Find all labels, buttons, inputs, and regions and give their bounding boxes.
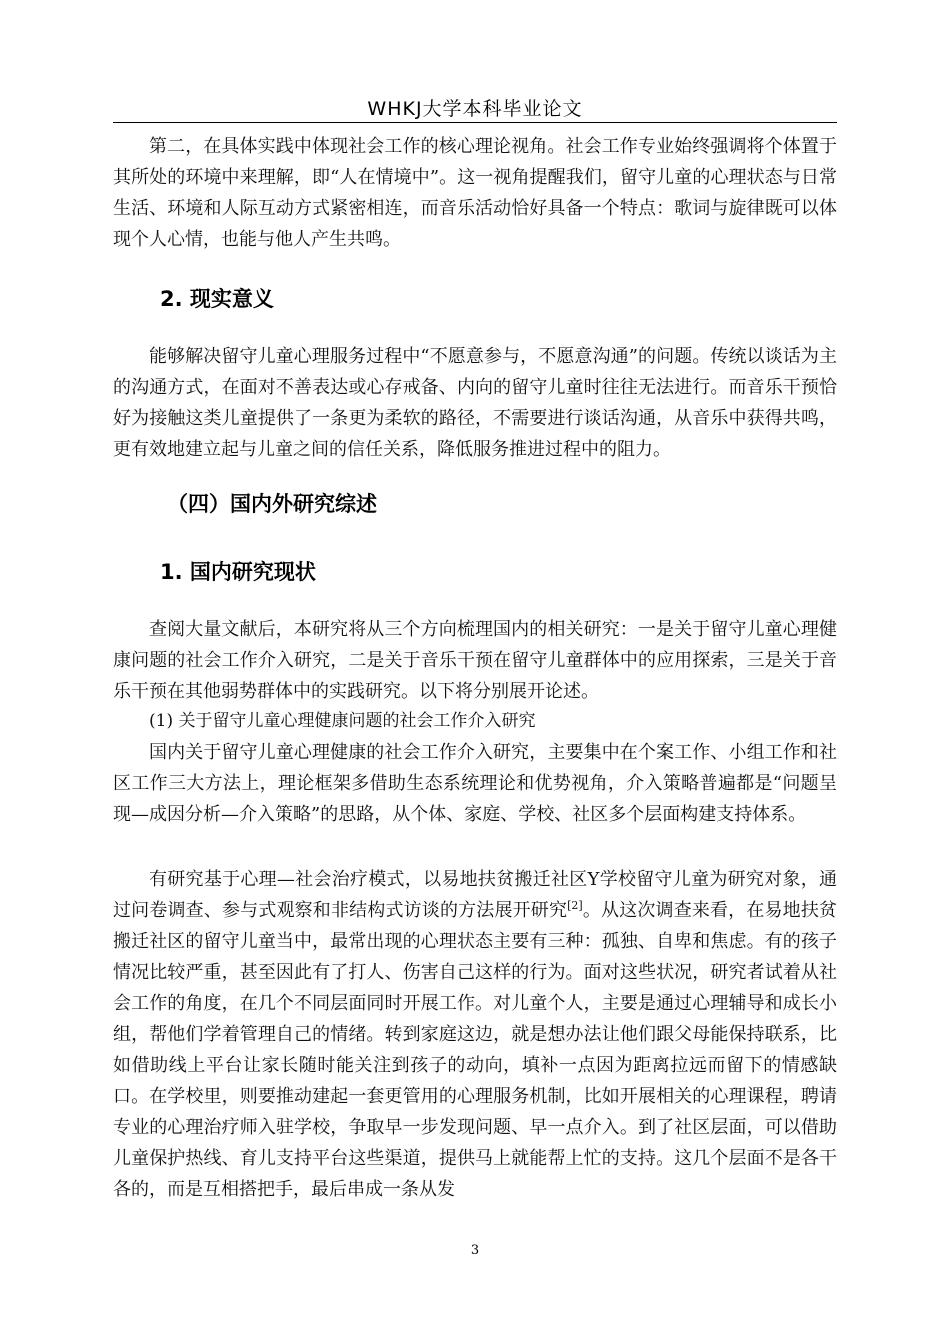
paragraph-domestic-intervention: 国内关于留守儿童心理健康的社会工作介入研究，主要集中在个案工作、小组工作和社区工作三大方法上，理论框架多借助生态系统理论和优势视角，介入策略普遍都是“问题呈现—成因分析—介入策略”的思路，从个体、家庭、学校、社区多个层面构建支持体系。 — [113, 742, 837, 825]
paragraph-practical-significance: 能够解决留守儿童心理服务过程中“不愿意参与，不愿意沟通”的问题。传统以谈话为主的沟通方式，在面对不善表达或心存戒备、内向的留守儿童时往往无法进行。而音乐干预恰好为接触这类儿童提供了一条更为柔软的路径，不需要进行谈话沟通，从音乐中获得共鸣，更有效地建立起与儿童之间的信任关系，降低服务推进过程中的阻力。 — [113, 346, 837, 460]
subheading-social-work-intervention: (1) 关于留守儿童心理健康问题的社会工作介入研究 — [149, 711, 536, 731]
paragraph-review-overview: 查阅大量文献后，本研究将从三个方向梳理国内的相关研究：一是关于留守儿童心理健康问题的社会工作介入研究，二是关于音乐干预在留守儿童群体中的应用探索，三是关于音乐干预在其他弱势群体中的实践研究。以下将分别展开论述。 — [113, 619, 837, 702]
header-rule — [113, 122, 837, 123]
paragraph-theory-perspective: 第二，在具体实践中体现社会工作的核心理论视角。社会工作专业始终强调将个体置于其所处的环境中来理解，即“人在情境中”。这一视角提醒我们，留守儿童的心理状态与日常生活、环境和人际互动方式紧密相连，而音乐活动恰好具备一个特点：歌词与旋律既可以体现个人心情，也能与他人产生共鸣。 — [113, 136, 837, 250]
paragraph-case-study — [113, 864, 837, 1205]
paragraph-case-study-part1: 有研究基于心理—社会治疗模式，以易地扶贫搬迁社区Y学校留守儿童为研究对象，通过问卷调查、参与式观察和非结构式访谈的方法展开研究 — [113, 869, 837, 921]
page-number: 3 — [470, 1243, 480, 1258]
paragraph-case-study-part2: 。从这次调查来看，在易地扶贫搬迁社区的留守儿童当中，最常出现的心理状态主要有三种：孤独、自卑和焦虑。有的孩子情况比较严重，甚至因此有了打人、伤害自己这样的行为。面对这些状况，研究者试着从社会工作的角度，在几个不同层面同时开展工作。对儿童个人，主要是通过心理辅导和成长小组，帮他们学着管理自己的情绪。转到家庭这边，就是想办法让他们跟父母能保持联系，比如借助线上平台让家长随时能关注到孩子的动向，填补一点因为距离拉远而留下的情感缺口。在学校里，则要推动建起一套更管用的心理服务机制，比如开展相关的心理课程，聘请专业的心理治疗师入驻学校，争取早一步发现问题、早一点介入。到了社区层面，可以借助儿童保护热线、育儿支持平台这些渠道，提供马上就能帮上忙的支持。这几个层面不是各干各的，而是互相搭把手，最后串成一条从发 — [113, 900, 838, 1200]
heading-literature-review: （四）国内外研究综述 — [167, 492, 377, 516]
heading-practical-significance: 2. 现实意义 — [160, 287, 274, 311]
heading-domestic-research: 1. 国内研究现状 — [160, 560, 316, 584]
running-header: WHKJ大学本科毕业论文 — [367, 98, 583, 120]
citation-marker: [2] — [567, 899, 583, 912]
